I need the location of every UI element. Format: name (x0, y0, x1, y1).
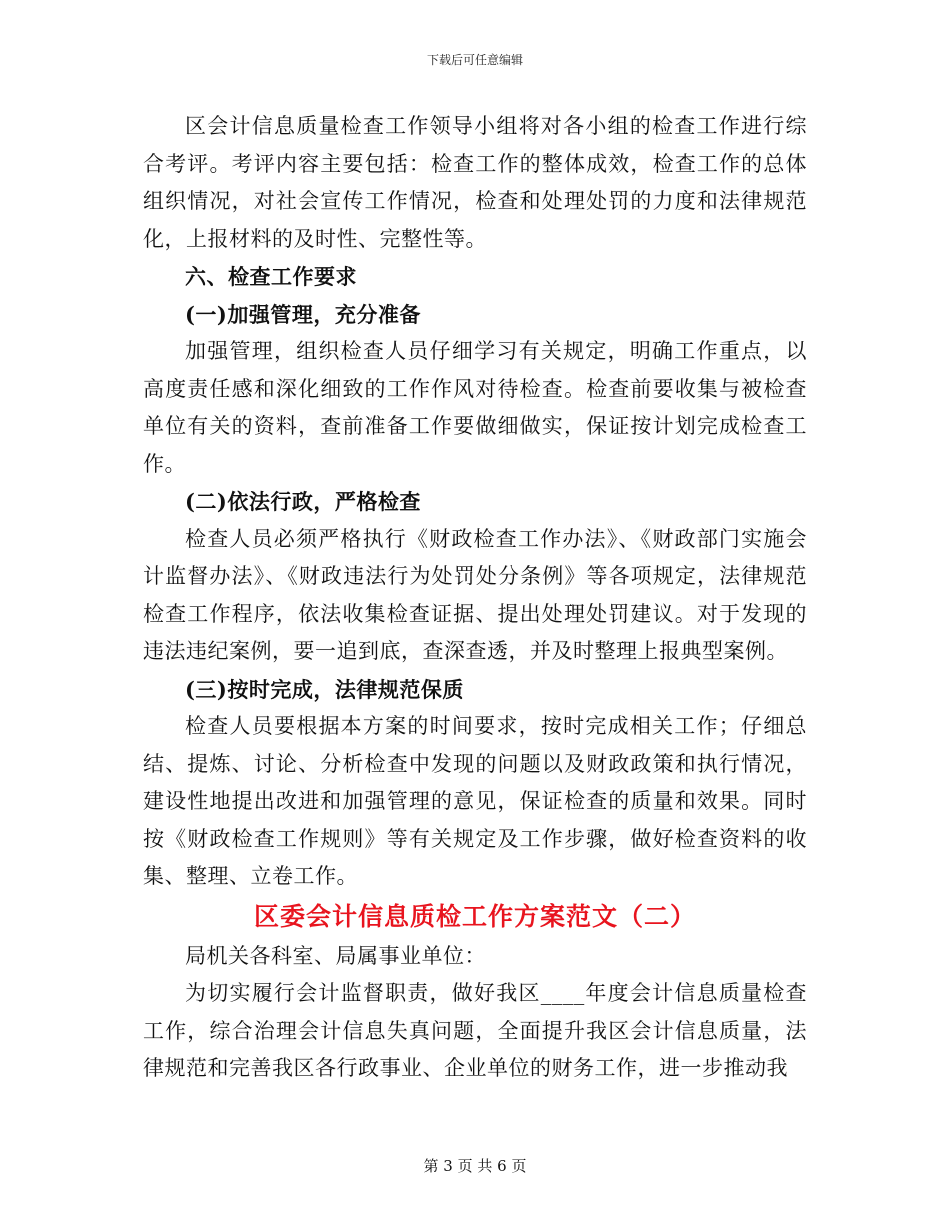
page-header: 下载后可任意编辑 (426, 53, 523, 67)
paragraph-preparation: 加强管理，组织检查人员仔细学习有关规定，明确工作重点，以高度责任感和深化细致的工作作风对待检查。检查前要收集与被检查单位有关的资料，查前准备工作要做细做实，保证按计划完成检查工作。 (143, 339, 807, 476)
paragraph-evaluation: 区会计信息质量检查工作领导小组将对各小组的检查工作进行综合考评。考评内容主要包括：检查工作的整体成效，检查工作的总体组织情况，对社会宣传工作情况，检查和处理处罚的力度和法律规范化，上报材料的及时性、完整性等。 (143, 114, 807, 251)
intro-text-start: 为切实履行会计监督职责，做好我区 (185, 981, 541, 1005)
subheading-1: (一)加强管理，充分准备 (185, 301, 421, 327)
paragraph-inspection: 检查人员必须严格执行《财政检查工作办法》、《财政部门实施会计监督办法》、《财政违法行为处罚处分条例》等各项规定，法律规范检查工作程序，依法收集检查证据、提出处理处罚建议。对于发现的违法违纪案例，要一追到底，查深查透，并及时整理上报典型案例。 (143, 526, 807, 663)
paragraph-intro (143, 975, 807, 1088)
subheading-2: (二)依法行政，严格检查 (185, 489, 421, 514)
year-blank: ____ (540, 981, 585, 1005)
paragraph-recipients: 局机关各科室、局属事业单位： (185, 943, 486, 968)
intro-text-rest: 年度会计信息质量检查工作，综合治理会计信息失真问题，全面提升我区会计信息质量，法律规范和完善我区各行政事业、企业单位的财务工作，进一步推动我 (143, 981, 808, 1080)
heading-section-6: 六、检查工作要求 (185, 264, 357, 289)
page-footer: 第 3 页 共 6 页 (423, 1157, 527, 1175)
paragraph-completion: 检查人员要根据本方案的时间要求，按时完成相关工作；仔细总结、提炼、讨论、分析检查中发现的问题以及财政政策和执行情况，建设性地提出改进和加强管理的意见，保证检查的质量和效果。同时按《财政检查工作规则》等有关规定及工作步骤，做好检查资料的收集、整理、立卷工作。 (143, 714, 807, 888)
subheading-3: (三)按时完成，法律规范保质 (185, 676, 464, 702)
document-body (143, 108, 807, 1088)
section-title-red: 区委会计信息质检工作方案范文（二） (253, 901, 696, 931)
